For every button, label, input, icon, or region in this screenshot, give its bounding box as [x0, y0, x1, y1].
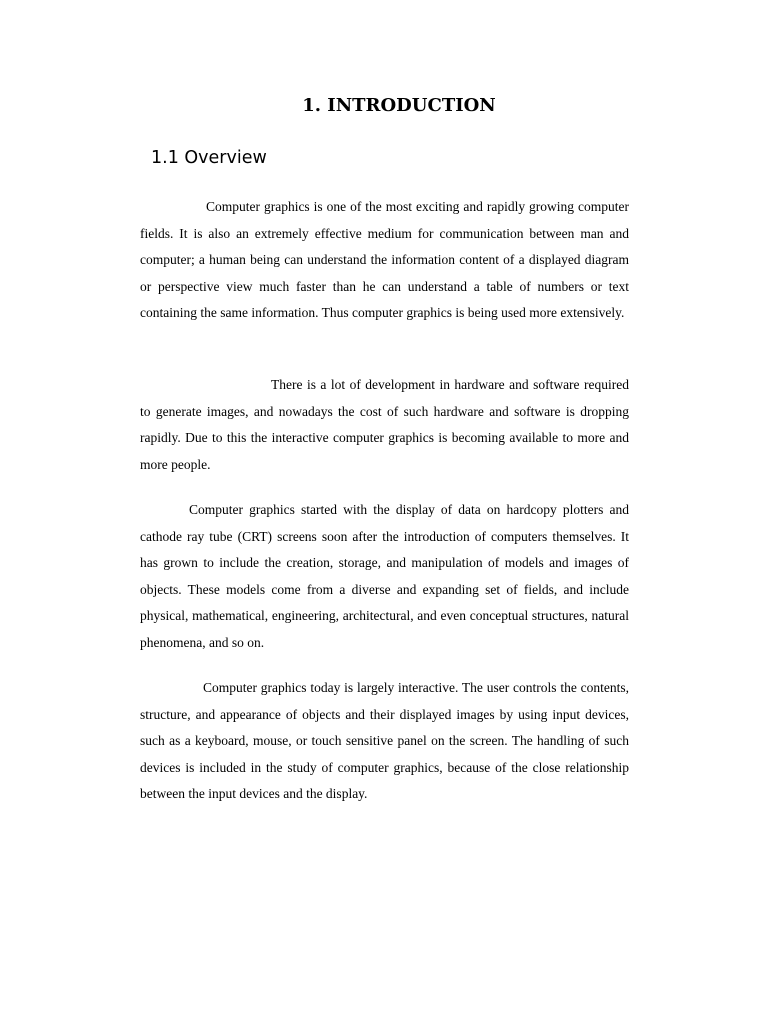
paragraph-1: Computer graphics is one of the most exciting and rapidly growing computer fields. It is also an extremely effective medium for communication between man and computer; a human being can understand the information content of a displayed diagram or perspective view much faster than he can understand a table of numbers or text containing the same information. Thus computer graphics is being used more extensively. — [140, 199, 629, 321]
chapter-title: 1. INTRODUCTION — [302, 95, 496, 116]
paragraph-2: There is a lot of development in hardware and software required to generate images, and nowadays the cost of such hardware and software is dropping rapidly. Due to this the interactive computer graphics is becoming available to more and more people. — [140, 377, 629, 472]
paragraph-4: Computer graphics today is largely interactive. The user controls the contents, structure, and appearance of objects and their displayed images by using input devices, such as a keyboard, mouse, or touch sensitive panel on the screen. The handling of such devices is included in the study of computer graphics, because of the close relationship between the input devices and the display. — [140, 680, 629, 802]
section-heading: 1.1 Overview — [151, 148, 267, 168]
paragraph-3: Computer graphics started with the display of data on hardcopy plotters and cathode ray tube (CRT) screens soon after the introduction of computers themselves. It has grown to include the creation, storage, and manipulation of models and images of objects. These models come from a diverse and expanding set of fields, and include physical, mathematical, engineering, architectural, and even conceptual structures, natural phenomena, and so on. — [140, 502, 629, 650]
